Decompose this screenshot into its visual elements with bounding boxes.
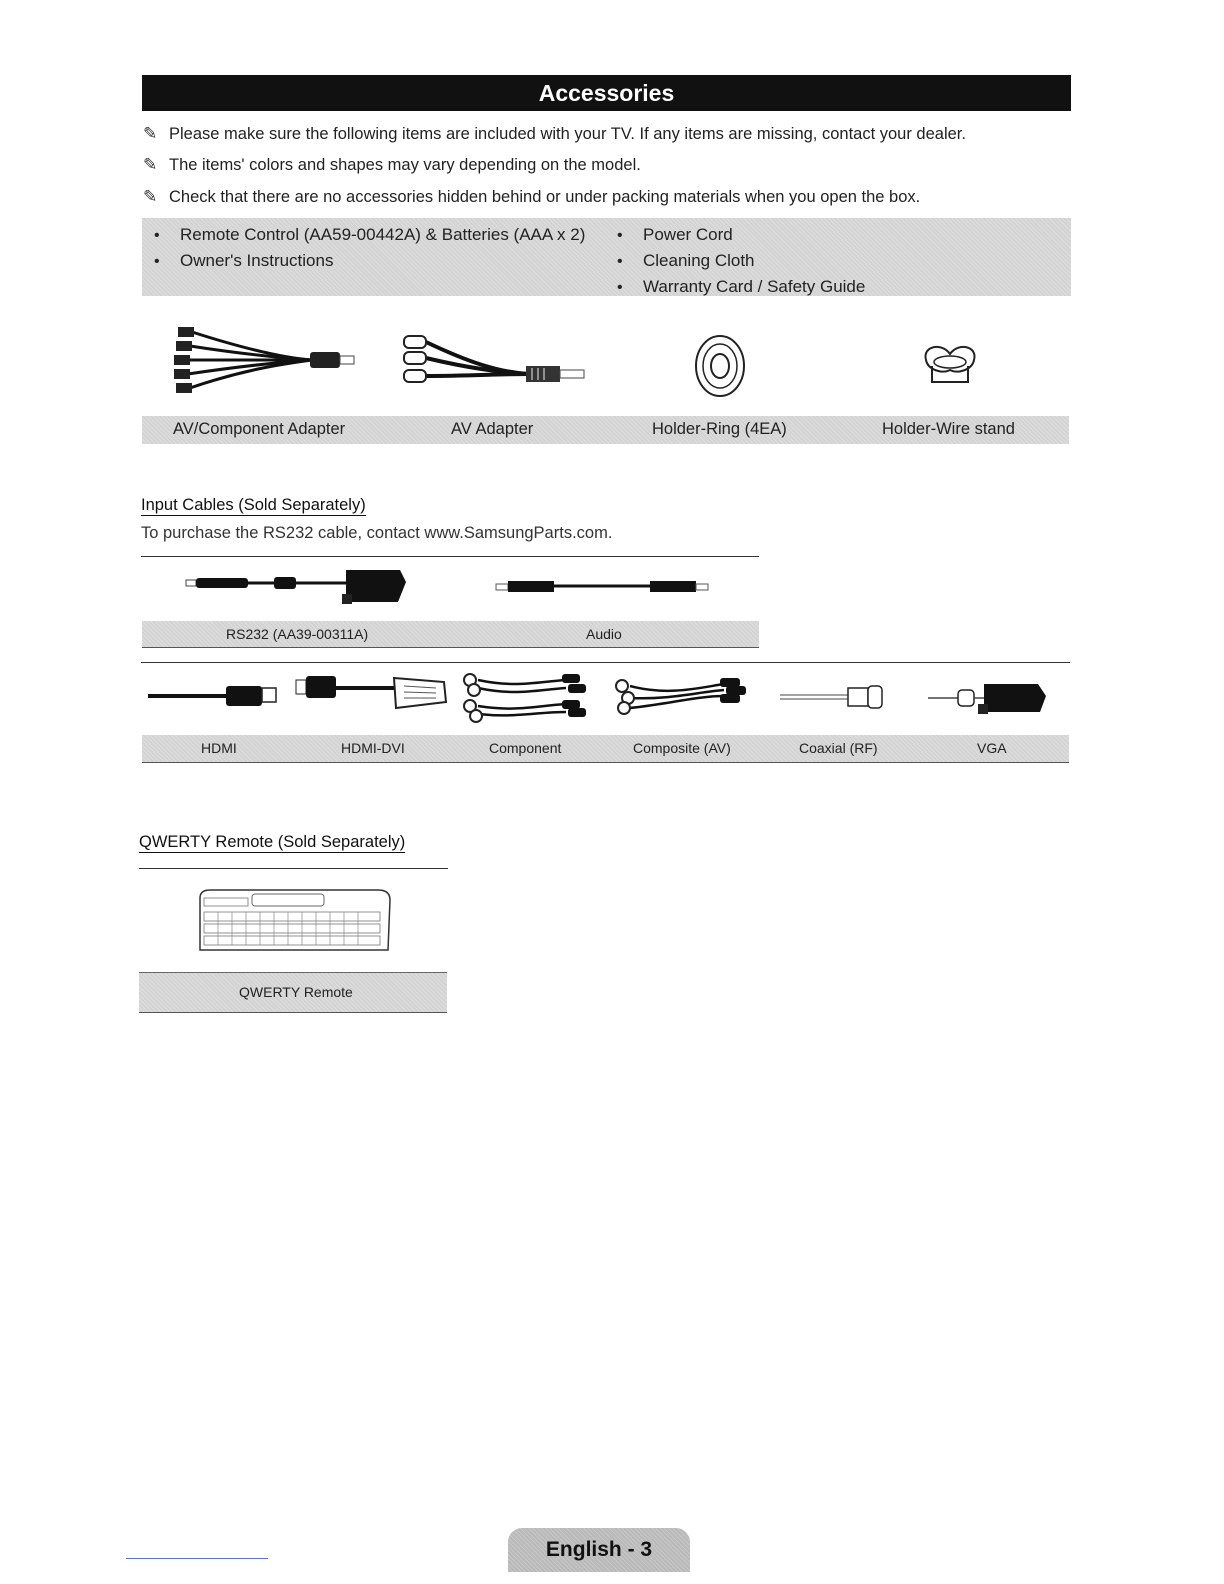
cable-label: Composite (AV) xyxy=(633,740,731,756)
rs232-cable-image xyxy=(186,566,410,610)
input-cables-heading: Input Cables (Sold Separately) xyxy=(141,496,366,514)
qwerty-label: QWERTY Remote xyxy=(239,984,353,1000)
qwerty-remote-image xyxy=(196,888,392,954)
note-3 xyxy=(143,187,920,207)
audio-cable-image xyxy=(496,578,712,596)
accessory-label: AV/Component Adapter xyxy=(173,420,346,438)
list-item: • Remote Control (AA59-00442A) & Batteries (AAA x 2) xyxy=(154,225,586,244)
composite-cable-image xyxy=(608,674,754,716)
note-2 xyxy=(143,155,641,175)
list-item: • Cleaning Cloth xyxy=(617,251,755,270)
note-text: Please make sure the following items are included with your TV. If any items are missing, contact your dealer. xyxy=(169,125,966,143)
page-number-badge: English - 3 xyxy=(508,1528,690,1572)
cable-label: RS232 (AA39-00311A) xyxy=(226,626,369,642)
coaxial-cable-image xyxy=(780,684,884,710)
qwerty-label-bar xyxy=(139,972,447,1013)
av-component-adapter-image xyxy=(172,318,362,398)
list-item: • Owner's Instructions xyxy=(154,251,334,270)
cable-label: Component xyxy=(489,740,562,756)
input-cables-label-bar-1 xyxy=(142,621,759,648)
included-items-right xyxy=(617,222,865,300)
cable-label: VGA xyxy=(977,740,1007,756)
cable-label: Coaxial (RF) xyxy=(799,740,878,756)
input-cables-label-bar-2 xyxy=(142,735,1069,763)
hdmi-cable-image xyxy=(148,678,278,710)
accessory-label-bar xyxy=(142,416,1069,444)
note-1 xyxy=(143,124,966,144)
note-text: Check that there are no accessories hidden behind or under packing materials when you open the box. xyxy=(169,188,921,206)
purchase-note: To purchase the RS232 cable, contact www.SamsungParts.com. xyxy=(141,524,613,542)
accessory-label: Holder-Ring (4EA) xyxy=(652,420,787,438)
holder-ring-image xyxy=(692,333,748,399)
divider xyxy=(139,868,448,869)
list-item: • Warranty Card / Safety Guide xyxy=(617,277,866,296)
accessory-label: Holder-Wire stand xyxy=(882,420,1015,438)
list-item: • Power Cord xyxy=(617,225,733,244)
cable-label: Audio xyxy=(586,626,622,642)
note-text: The items' colors and shapes may vary depending on the model. xyxy=(169,156,641,174)
footer-rule xyxy=(126,1558,268,1559)
qwerty-heading: QWERTY Remote (Sold Separately) xyxy=(139,833,406,851)
cable-label: HDMI-DVI xyxy=(341,740,405,756)
divider xyxy=(141,556,759,557)
pencil-note-icon: ✎ xyxy=(143,124,158,143)
pencil-note-icon: ✎ xyxy=(143,187,158,206)
accessory-label: AV Adapter xyxy=(451,420,534,438)
av-adapter-image xyxy=(398,332,588,392)
vga-cable-image xyxy=(928,680,1052,716)
included-items-left xyxy=(154,222,585,274)
pencil-note-icon: ✎ xyxy=(143,155,158,174)
hdmi-dvi-cable-image xyxy=(296,672,450,716)
included-items-box xyxy=(142,218,1071,296)
component-cable-image xyxy=(456,670,598,722)
cable-label: HDMI xyxy=(201,740,237,756)
divider xyxy=(141,662,1070,663)
page-title: Accessories xyxy=(142,75,1071,111)
holder-wire-stand-image xyxy=(918,340,982,390)
